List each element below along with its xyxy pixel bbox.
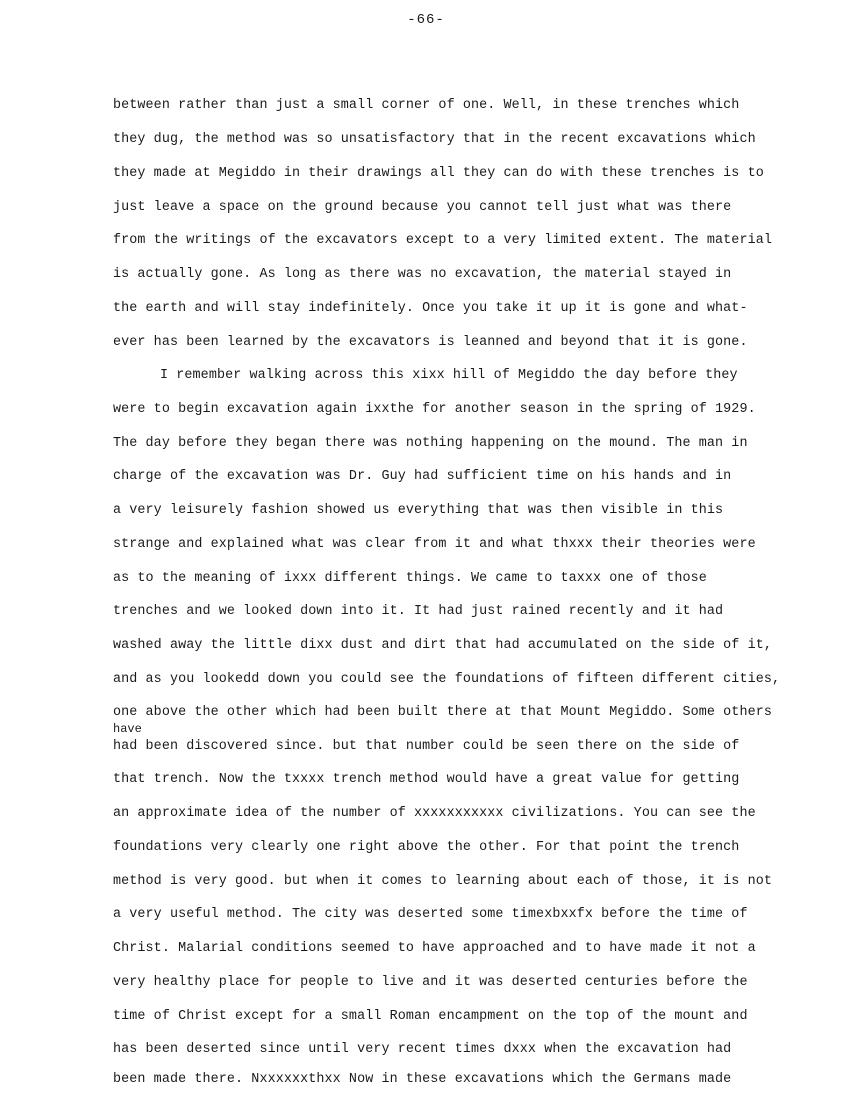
text-line: from the writings of the excavators except to a very limited extent. The material bbox=[113, 233, 772, 248]
inserted-word: have bbox=[113, 722, 142, 736]
text-line: as to the meaning of ixxx different things. We came to taxxx one of those bbox=[113, 571, 707, 586]
text-line: I remember walking across this xixx hill of Megiddo the day before they bbox=[160, 368, 738, 383]
text-line: is actually gone. As long as there was no excavation, the material stayed in bbox=[113, 267, 732, 282]
text-line: and as you lookedd down you could see the foundations of fifteen different cities, bbox=[113, 672, 781, 687]
text-line: strange and explained what was clear from it and what thxxx their theories were bbox=[113, 537, 756, 552]
text-line: one above the other which had been built there at that Mount Megiddo. Some others bbox=[113, 705, 772, 720]
text-line: been made there. Nxxxxxxthxx Now in these excavations which the Germans made bbox=[113, 1072, 732, 1087]
text-line: an approximate idea of the number of xxxxxxxxxxx civilizations. You can see the bbox=[113, 806, 756, 821]
text-line: washed away the little dixx dust and dirt that had accumulated on the side of it, bbox=[113, 638, 772, 653]
text-line: foundations very clearly one right above the other. For that point the trench bbox=[113, 840, 740, 855]
text-line: Christ. Malarial conditions seemed to have approached and to have made it not a bbox=[113, 941, 756, 956]
text-line: time of Christ except for a small Roman encampment on the top of the mount and bbox=[113, 1009, 748, 1024]
text-line: method is very good. but when it comes to learning about each of those, it is not bbox=[113, 874, 772, 889]
page-number: -66- bbox=[407, 12, 445, 28]
text-line: a very useful method. The city was deserted some timexbxxfx before the time of bbox=[113, 907, 748, 922]
text-line: very healthy place for people to live and it was deserted centuries before the bbox=[113, 975, 748, 990]
text-line: that trench. Now the txxxx trench method would have a great value for getting bbox=[113, 772, 740, 787]
text-line: were to begin excavation again ixxthe for another season in the spring of 1929. bbox=[113, 402, 756, 417]
text-line: between rather than just a small corner of one. Well, in these trenches which bbox=[113, 98, 740, 113]
text-line: trenches and we looked down into it. It had just rained recently and it had bbox=[113, 604, 724, 619]
text-line: had been discovered since. but that number could be seen there on the side of bbox=[113, 739, 740, 754]
text-line: just leave a space on the ground because you cannot tell just what was there bbox=[113, 200, 732, 215]
text-line: ever has been learned by the excavators is leanned and beyond that it is gone. bbox=[113, 335, 748, 350]
text-line: a very leisurely fashion showed us everything that was then visible in this bbox=[113, 503, 724, 518]
text-line: the earth and will stay indefinitely. Once you take it up it is gone and what- bbox=[113, 301, 748, 316]
text-line: charge of the excavation was Dr. Guy had sufficient time on his hands and in bbox=[113, 469, 732, 484]
text-line: The day before they began there was nothing happening on the mound. The man in bbox=[113, 436, 748, 451]
text-line: they made at Megiddo in their drawings all they can do with these trenches is to bbox=[113, 166, 764, 181]
text-line: has been deserted since until very recent times dxxx when the excavation had bbox=[113, 1042, 732, 1057]
text-line: they dug, the method was so unsatisfactory that in the recent excavations which bbox=[113, 132, 756, 147]
